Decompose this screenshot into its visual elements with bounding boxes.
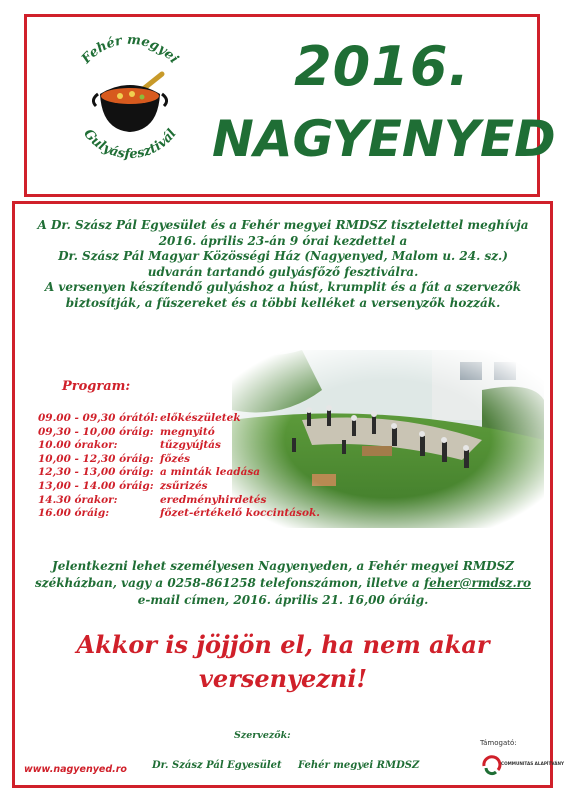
schedule-row — [38, 507, 318, 521]
schedule-time: 10,00 - 12,30 óráig: — [38, 452, 154, 465]
registration-line: e-mail címen, 2016. április 21. 16,00 óráig. — [137, 593, 429, 607]
schedule-time: 10.00 órakor: — [38, 439, 118, 452]
registration-info — [20, 558, 546, 609]
slogan — [20, 628, 546, 696]
event-year: 2016. — [294, 35, 470, 98]
sponsor-name: COMMUNITAS ALAPÍTVÁNY — [501, 761, 565, 766]
schedule-row — [38, 412, 318, 426]
schedule-activity: főzés — [160, 452, 191, 465]
sponsor-logo — [480, 752, 565, 778]
schedule-row — [38, 426, 318, 440]
logo-text-top: Fehér megyei — [79, 32, 182, 67]
slogan-line: versenyezni! — [198, 664, 368, 693]
schedule-time: 14.30 órakor: — [38, 493, 118, 506]
organizers-label: Szervezők: — [234, 730, 291, 741]
schedule-time: 09.00 - 09,30 órától: — [38, 412, 159, 424]
website-link[interactable]: www.nagyenyed.ro — [24, 764, 127, 775]
schedule-activity: zsűrizés — [160, 479, 208, 492]
schedule-time: 16.00 óráig: — [38, 507, 110, 520]
cauldron-icon — [93, 74, 166, 132]
invitation-text — [20, 218, 546, 312]
schedule-activity: tűzgyújtás — [160, 439, 221, 452]
schedule-row — [38, 494, 318, 508]
schedule-activity: megnyitó — [160, 425, 215, 438]
email-link[interactable]: feher@rmdsz.ro — [424, 576, 531, 590]
schedule-row — [38, 453, 318, 467]
schedule-row — [38, 439, 318, 453]
organizer-name: Dr. Szász Pál Egyesület — [152, 760, 282, 771]
intro-line: 2016. április 23-án 9 órai kezdettel a — [158, 233, 408, 248]
svg-text:Fehér megyei — [78, 33, 181, 68]
program-title: Program: — [62, 379, 131, 394]
schedule-activity: előkészületek — [160, 412, 241, 424]
schedule-row — [38, 466, 318, 480]
schedule-row — [38, 480, 318, 494]
registration-line-prefix: székházban, vagy a 0258-861258 telefonszámon, illetve a — [35, 576, 424, 590]
organizer-name: Fehér megyei RMDSZ — [298, 760, 420, 771]
festival-logo — [60, 30, 200, 175]
schedule-time: 13,00 - 14.00 óráig: — [38, 479, 154, 492]
schedule-time: 09,30 - 10,00 óráig: — [38, 425, 154, 438]
logo-text-bottom: Gulyásfesztivál — [80, 126, 180, 163]
intro-line: A Dr. Szász Pál Egyesület és a Fehér megyei RMDSZ tisztelettel meghívja — [37, 218, 529, 232]
registration-line — [20, 575, 546, 592]
registration-line: Jelentkezni lehet személyesen Nagyenyeden, a Fehér megyei RMDSZ — [52, 559, 514, 573]
slogan-line: Akkor is jöjjön el, ha nem akar — [76, 630, 490, 659]
intro-line: biztosítják, a fűszereket és a többi kelléket a versenyzők hozzák. — [65, 295, 501, 310]
program-schedule — [38, 412, 318, 521]
schedule-activity: eredményhirdetés — [160, 493, 267, 506]
schedule-activity: főzet-értékelő koccintások. — [160, 507, 320, 520]
schedule-time: 12,30 - 13,00 óráig: — [38, 466, 154, 479]
intro-line: A versenyen készítendő gulyáshoz a húst, krumplit és a fát a szervezők — [44, 280, 522, 295]
schedule-activity: a minták leadása — [160, 466, 261, 479]
intro-line: udvarán tartandó gulyásfőző fesztiválra. — [147, 264, 419, 279]
event-city: NAGYENYED — [212, 110, 556, 168]
intro-line: Dr. Szász Pál Magyar Közösségi Ház (Nagyenyed, Malom u. 24. sz.) — [58, 249, 508, 264]
sponsor-label: Támogató: — [480, 739, 517, 747]
